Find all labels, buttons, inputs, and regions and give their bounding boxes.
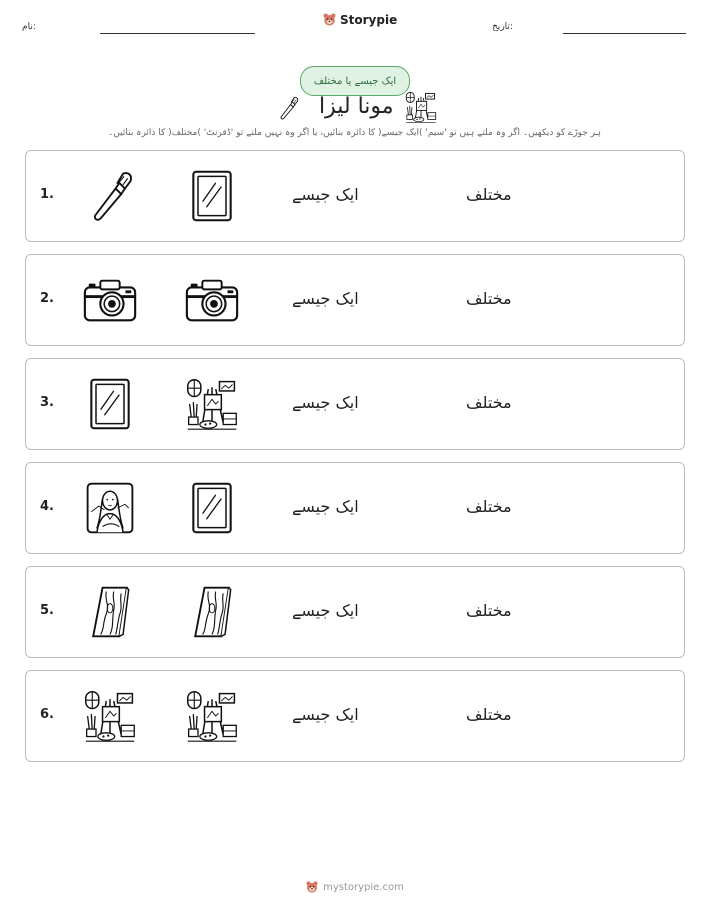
question-row [25,670,685,762]
brand-logo [322,12,397,27]
question-row [25,254,685,346]
different-option[interactable]: مختلف [466,705,512,724]
title-row [275,90,445,126]
question-number: 2. [40,291,54,306]
wood-panel-icon [81,584,139,640]
different-option[interactable]: مختلف [466,497,512,516]
brand-name: Storypie [340,12,398,27]
question-row [25,150,685,242]
same-option[interactable]: ایک جیسے [292,601,359,620]
same-option[interactable]: ایک جیسے [292,185,359,204]
different-option[interactable]: مختلف [466,393,512,412]
paintbrush-icon [81,168,139,224]
bear-logo-icon [322,12,337,27]
paintbrush-icon [275,90,301,126]
art-studio-icon [183,376,241,432]
same-option[interactable]: ایک جیسے [292,705,359,724]
art-studio-icon [403,90,439,124]
camera-icon [81,272,139,328]
different-option[interactable]: مختلف [466,601,512,620]
question-number: 6. [40,707,54,722]
mona-lisa-icon [81,480,139,536]
bear-logo-icon [305,880,319,894]
canvas-frame-icon [183,480,241,536]
canvas-frame-icon [81,376,139,432]
same-option[interactable]: ایک جیسے [292,393,359,412]
name-label: نام: [22,22,36,32]
question-number: 3. [40,395,54,410]
wood-panel-icon [183,584,241,640]
date-label: تاریخ: [492,22,513,32]
different-option[interactable]: مختلف [466,185,512,204]
page-title: مونا لیزا [319,94,394,119]
same-option[interactable]: ایک جیسے [292,497,359,516]
art-studio-icon [81,688,139,744]
question-row [25,462,685,554]
worksheet-header [0,0,709,50]
art-studio-icon [183,688,241,744]
footer [0,880,709,894]
name-line [100,33,255,34]
footer-url[interactable]: mystorypie.com [323,881,404,893]
date-line [563,33,686,34]
question-row [25,566,685,658]
canvas-frame-icon [183,168,241,224]
question-number: 5. [40,603,54,618]
question-row [25,358,685,450]
instructions-text: ہر جوڑے کو دیکھیں۔ اگر وہ ملتے ہیں تو 'سیم' )ایک جیسے( کا دائرہ بنائیں، یا اگر وہ نہیں ملتے تو 'ڈفرنٹ' )مختلف( کا دائرہ بنائیں۔ [108,128,601,138]
camera-icon [183,272,241,328]
same-option[interactable]: ایک جیسے [292,289,359,308]
question-number: 4. [40,499,54,514]
worksheet-type-badge: ایک جیسے یا مختلف [300,66,410,96]
question-number: 1. [40,187,54,202]
different-option[interactable]: مختلف [466,289,512,308]
